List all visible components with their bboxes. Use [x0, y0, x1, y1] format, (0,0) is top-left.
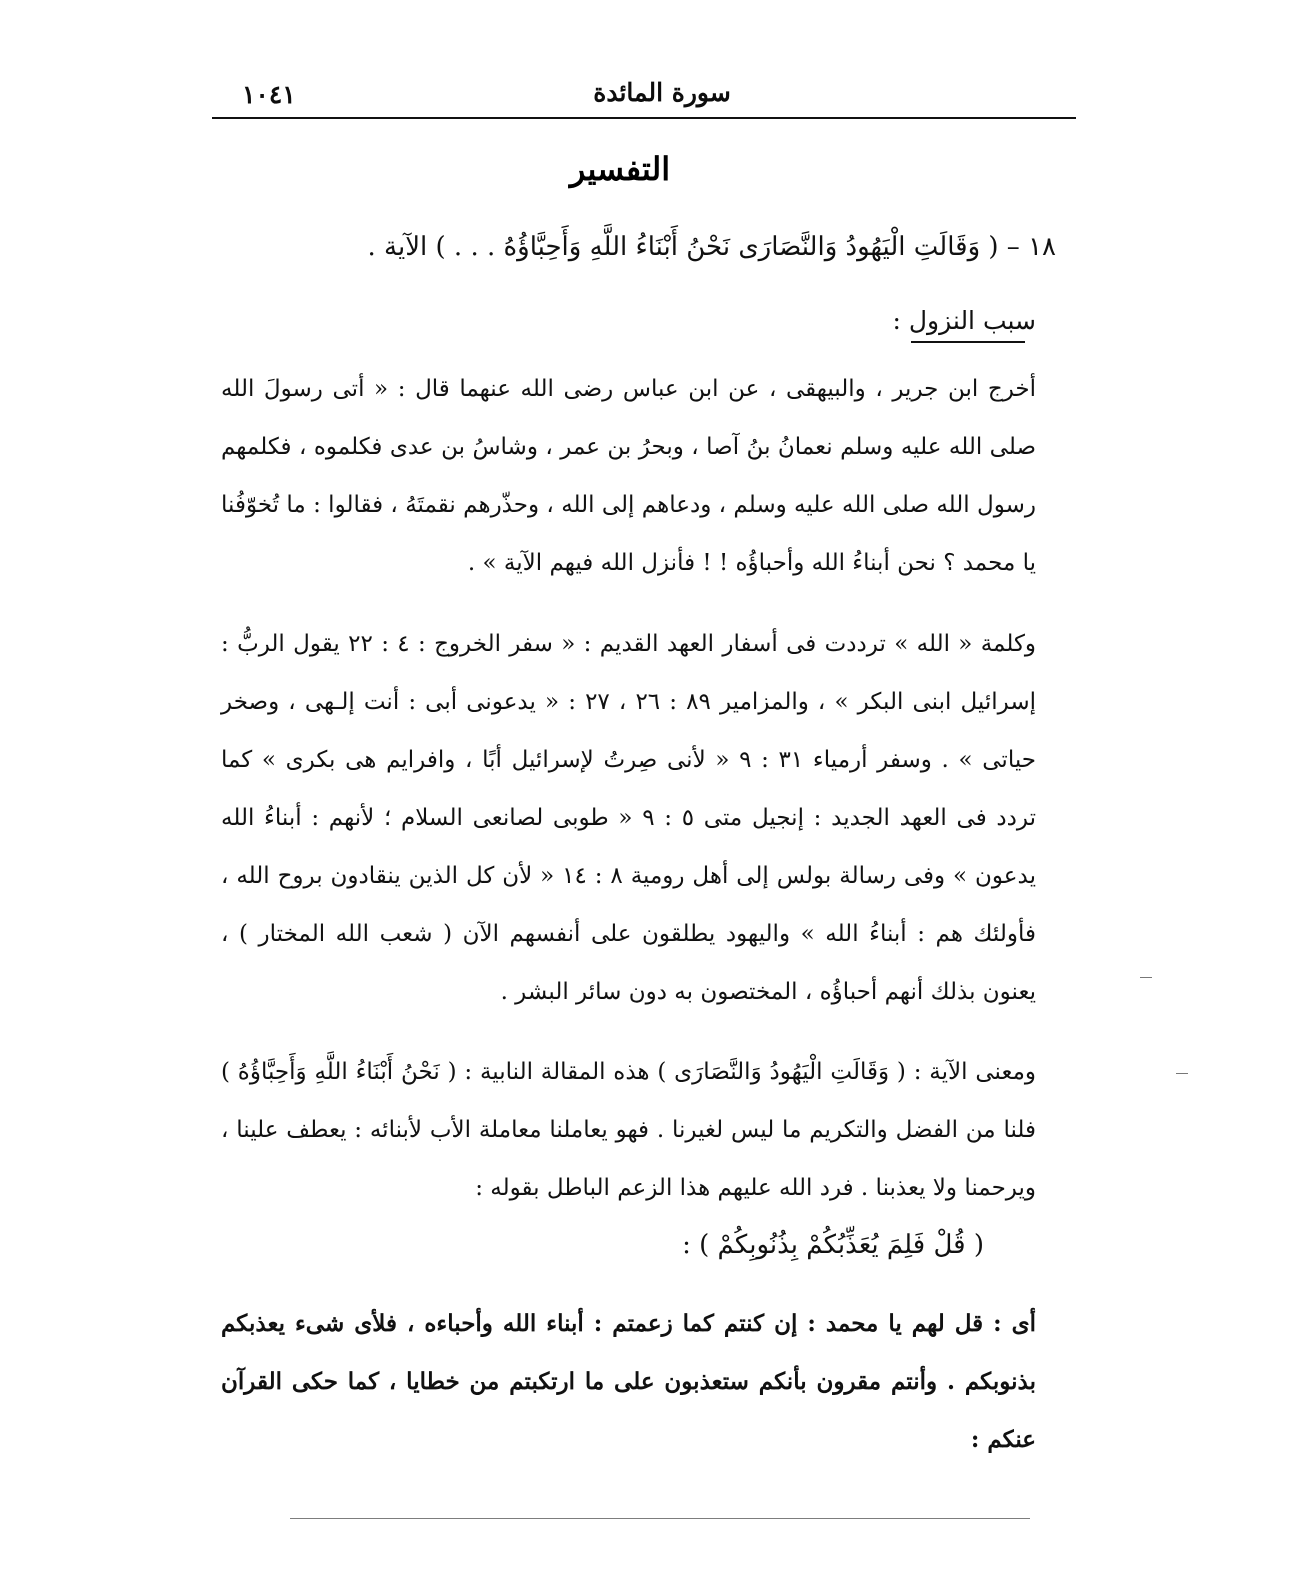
quran-quote: ( قُلْ فَلِمَ يُعَذِّبُكُمْ بِذُنُوبِكُمْ ) :	[682, 1230, 984, 1260]
scan-mark-right	[1176, 1073, 1188, 1074]
page-header	[212, 72, 1076, 114]
footer-divider	[290, 1518, 1030, 1519]
verse-heading: ١٨ – ( وَقَالَتِ الْيَهُودُ وَالنَّصَارَى نَحْنُ أَبْنَاءُ اللَّهِ وَأَحِبَّاؤُهُ . . . ) الآية .	[367, 232, 1056, 262]
section-title: التفسير	[569, 150, 671, 188]
scripture-paragraph: وكلمة « الله » ترددت فى أسفار العهد القديم : « سفر الخروج : ٤ : ٢٢ يقول الربُّ : إسرائيل ابنى البكر » ، والمزامير ٨٩ : ٢٦ ، ٢٧ : « يدعونى أبى : أنت إلـهى ، وصخر حياتى » . وسفر أرمياء ٣١ : ٩ « لأنى صِرتُ لإسرائيل أبًا ، وافرايم هى بكرى » كما تردد فى العهد الجديد : إنجيل متى ٥ : ٩ « طوبى لصانعى السلام ؛ لأنهم : أبناءُ الله يدعون » وفى رسالة بولس إلى أهل رومية ٨ : ١٤ « لأن كل الذين ينقادون بروح الله ، فأولئك هم : أبناءُ الله » واليهود يطلقون على أنفسهم الآن ( شعب الله المختار ) ، يعنون بذلك أنهم أحباؤُه ، المختصون به دون سائر البشر .	[221, 631, 1037, 1005]
header-divider	[212, 117, 1076, 119]
surah-title: سورة المائدة	[593, 78, 731, 107]
subheading-underline	[911, 341, 1025, 343]
cause-of-revelation-heading: سبب النزول :	[892, 306, 1036, 335]
revelation-paragraph: أخرج ابن جرير ، والبيهقى ، عن ابن عباس رضى الله عنهما قال : « أتى رسولَ الله صلى الله عليه وسلم نعمانُ بنُ آصا ، وبحرُ بن عمر ، وشاسُ بن عدى فكلموه ، فكلمهم رسول الله صلى الله عليه وسلم ، ودعاهم إلى الله ، وحذّرهم نقمتَهُ ، فقالوا : ما تُخوّفُنا يا محمد ؟ نحن أبناءُ الله وأحباؤُه ! ! فأنزل الله فيهم الآية » .	[221, 376, 1036, 576]
meaning-paragraph: ومعنى الآية : ( وَقَالَتِ الْيَهُودُ وَالنَّصَارَى ) هذه المقالة النابية : ( نَحْنُ أَبْنَاءُ اللَّهِ وَأَحِبَّاؤُهُ ) فلنا من الفضل والتكريم ما ليس لغيرنا . فهو يعاملنا معاملة الأب لأبنائه : يعطف علينا ، ويرحمنا ولا يعذبنا . فرد الله عليهم هذا الزعم الباطل بقوله :	[221, 1059, 1036, 1201]
page-number: ١٠٤١	[242, 80, 296, 109]
scan-mark-left	[1140, 977, 1152, 978]
explanation-paragraph: أى : قل لهم يا محمد : إن كنتم كما زعمتم : أبناء الله وأحباءه ، فلأى شىء يعذبكم بذنوبكم . وأنتم مقرون بأنكم ستعذبون على ما ارتكبتم من خطايا ، كما حكى القرآن عنكم :	[221, 1310, 1036, 1453]
